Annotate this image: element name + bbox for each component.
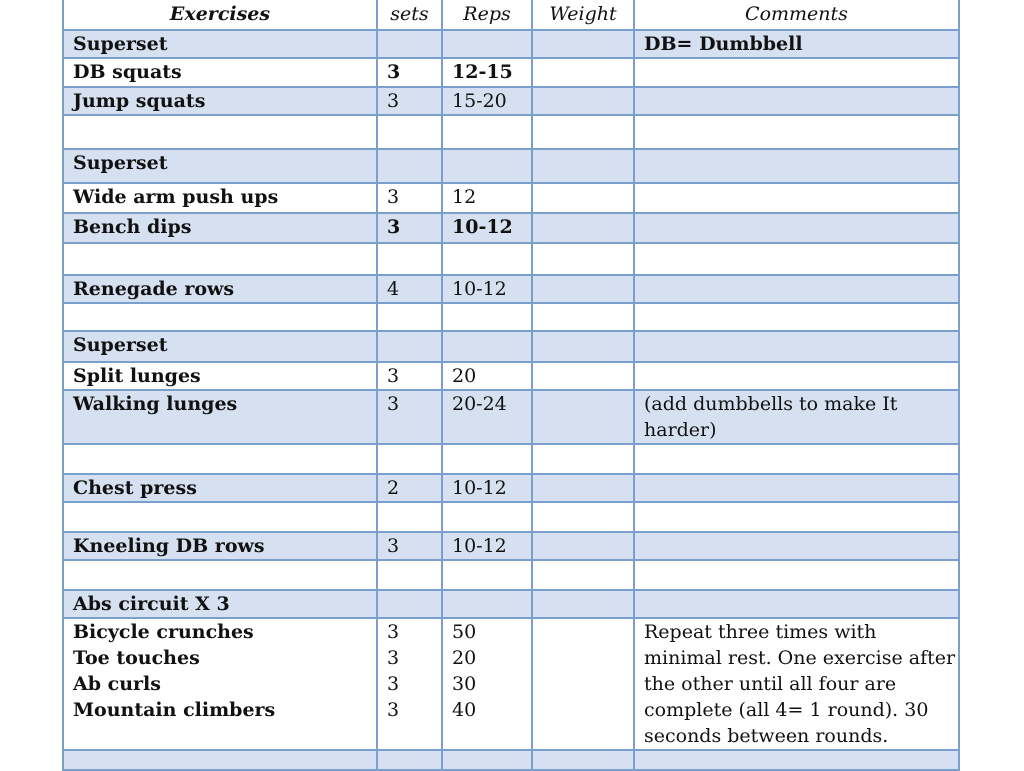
circuit-comment-cell: Repeat three times with minimal rest. One exercise after the other until all four are complete (all 4= 1 round). 30 seconds between rounds. (634, 618, 959, 750)
header-exercises: Exercises (63, 0, 377, 30)
table-row (63, 213, 959, 243)
table-row (63, 444, 959, 474)
weight-cell (532, 30, 634, 58)
exercise-name-cell (63, 303, 377, 331)
reps-cell: 12-15 (442, 58, 532, 87)
exercise-name: Toe touches (73, 647, 200, 669)
reps-cell (442, 115, 532, 149)
empty-cell (442, 750, 532, 770)
exercise-name-cell: Superset (63, 331, 377, 362)
comment-cell (634, 362, 959, 390)
empty-cell (63, 750, 377, 770)
reps-cell: 15-20 (442, 87, 532, 115)
comment-cell (634, 331, 959, 362)
comment-cell (634, 303, 959, 331)
sets-cell (377, 303, 442, 331)
table-row (63, 149, 959, 183)
table-row (63, 183, 959, 213)
comment-cell (634, 532, 959, 560)
exercise-name-cell: Chest press (63, 474, 377, 502)
exercise-name: Bicycle crunches (73, 621, 254, 643)
sets-cell (377, 149, 442, 183)
header-reps: Reps (442, 0, 532, 30)
sets-cell (377, 30, 442, 58)
comment-cell: (add dumbbells to make It harder) (634, 390, 959, 444)
sets-cell (377, 243, 442, 275)
weight-cell (532, 87, 634, 115)
reps-value: 30 (452, 673, 477, 695)
table-row (63, 390, 959, 444)
exercise-name-cell: Superset (63, 30, 377, 58)
weight-cell (532, 58, 634, 87)
exercise-name-cell (63, 243, 377, 275)
reps-cell: 10-12 (442, 213, 532, 243)
comment-cell (634, 149, 959, 183)
reps-value: 20 (452, 647, 477, 669)
exercise-name-cell: Wide arm push ups (63, 183, 377, 213)
sets-cell (377, 331, 442, 362)
table-row (63, 275, 959, 303)
sets-cell: 3 (377, 362, 442, 390)
table-row (63, 303, 959, 331)
reps-cell: 20 (442, 362, 532, 390)
comment-cell (634, 502, 959, 532)
reps-cell (442, 149, 532, 183)
weight-cell (532, 560, 634, 590)
reps-cell (442, 331, 532, 362)
sets-cell: 3 (377, 532, 442, 560)
header-row (63, 0, 959, 30)
exercise-name: Mountain climbers (73, 699, 276, 721)
header-weight: Weight (532, 0, 634, 30)
table-row (63, 115, 959, 149)
exercise-name-cell: Split lunges (63, 362, 377, 390)
reps-cell (442, 444, 532, 474)
weight-cell (532, 213, 634, 243)
exercise-name-cell: Jump squats (63, 87, 377, 115)
reps-cell: 10-12 (442, 275, 532, 303)
workout-table (62, 0, 960, 771)
exercise-name: Ab curls (73, 673, 161, 695)
reps-cell (442, 30, 532, 58)
reps-cell (442, 303, 532, 331)
table-row (63, 243, 959, 275)
reps-value: 50 (452, 621, 477, 643)
sets-cell (377, 560, 442, 590)
weight-cell (532, 303, 634, 331)
reps-cell: 10-12 (442, 532, 532, 560)
table-row (63, 474, 959, 502)
header-sets: sets (377, 0, 442, 30)
comment-cell (634, 183, 959, 213)
comment-cell (634, 243, 959, 275)
sets-value: 3 (387, 647, 400, 669)
weight-cell (532, 149, 634, 183)
table-row (63, 362, 959, 390)
weight-cell (532, 390, 634, 444)
sets-cell (377, 115, 442, 149)
reps-cell (442, 590, 532, 618)
sets-cell: 2 (377, 474, 442, 502)
exercise-name-cell: Renegade rows (63, 275, 377, 303)
comment-cell (634, 275, 959, 303)
weight-cell (532, 532, 634, 560)
exercise-name-cell: Walking lunges (63, 390, 377, 444)
exercise-name-cell (63, 444, 377, 474)
table-row (63, 590, 959, 618)
sets-value: 3 (387, 699, 400, 721)
sets-cell: 3 (377, 183, 442, 213)
sets-cell: 3 (377, 58, 442, 87)
header-comments: Comments (634, 0, 959, 30)
exercise-name-cell (63, 115, 377, 149)
weight-cell (532, 362, 634, 390)
reps-cell (442, 502, 532, 532)
sets-value: 3 (387, 673, 400, 695)
weight-cell (532, 618, 634, 750)
sets-value-list (377, 618, 442, 750)
table-row (63, 30, 959, 58)
weight-cell (532, 474, 634, 502)
exercise-name-cell: DB squats (63, 58, 377, 87)
table-row (63, 560, 959, 590)
table-row (63, 331, 959, 362)
empty-cell (634, 750, 959, 770)
reps-cell: 20-24 (442, 390, 532, 444)
exercise-name-cell: Abs circuit X 3 (63, 590, 377, 618)
empty-cell (532, 750, 634, 770)
reps-cell (442, 560, 532, 590)
exercise-name-cell: Superset (63, 149, 377, 183)
empty-cell (377, 750, 442, 770)
sets-cell: 4 (377, 275, 442, 303)
sets-cell: 3 (377, 390, 442, 444)
reps-cell (442, 243, 532, 275)
reps-value: 40 (452, 699, 477, 721)
exercise-name-cell (63, 560, 377, 590)
comment-cell: DB= Dumbbell (634, 30, 959, 58)
exercise-name-cell: Kneeling DB rows (63, 532, 377, 560)
weight-cell (532, 243, 634, 275)
sets-cell: 3 (377, 213, 442, 243)
sets-cell (377, 444, 442, 474)
sets-cell (377, 590, 442, 618)
comment-cell (634, 58, 959, 87)
comment-cell (634, 115, 959, 149)
weight-cell (532, 183, 634, 213)
weight-cell (532, 275, 634, 303)
comment-cell (634, 560, 959, 590)
comment-cell (634, 87, 959, 115)
table-row (63, 502, 959, 532)
sets-value: 3 (387, 621, 400, 643)
table-row (63, 750, 959, 770)
exercise-name-cell: Bench dips (63, 213, 377, 243)
sets-cell: 3 (377, 87, 442, 115)
comment-cell (634, 474, 959, 502)
reps-cell: 12 (442, 183, 532, 213)
exercise-rows (63, 30, 959, 770)
weight-cell (532, 502, 634, 532)
exercise-name-cell (63, 502, 377, 532)
exercise-name-list (63, 618, 377, 750)
table-row (63, 532, 959, 560)
comment-cell (634, 444, 959, 474)
table-row (63, 58, 959, 87)
weight-cell (532, 115, 634, 149)
reps-cell: 10-12 (442, 474, 532, 502)
weight-cell (532, 331, 634, 362)
table-row (63, 87, 959, 115)
comment-cell (634, 213, 959, 243)
table-row-circuit (63, 618, 959, 750)
weight-cell (532, 590, 634, 618)
weight-cell (532, 444, 634, 474)
reps-value-list (442, 618, 532, 750)
comment-cell (634, 590, 959, 618)
sets-cell (377, 502, 442, 532)
